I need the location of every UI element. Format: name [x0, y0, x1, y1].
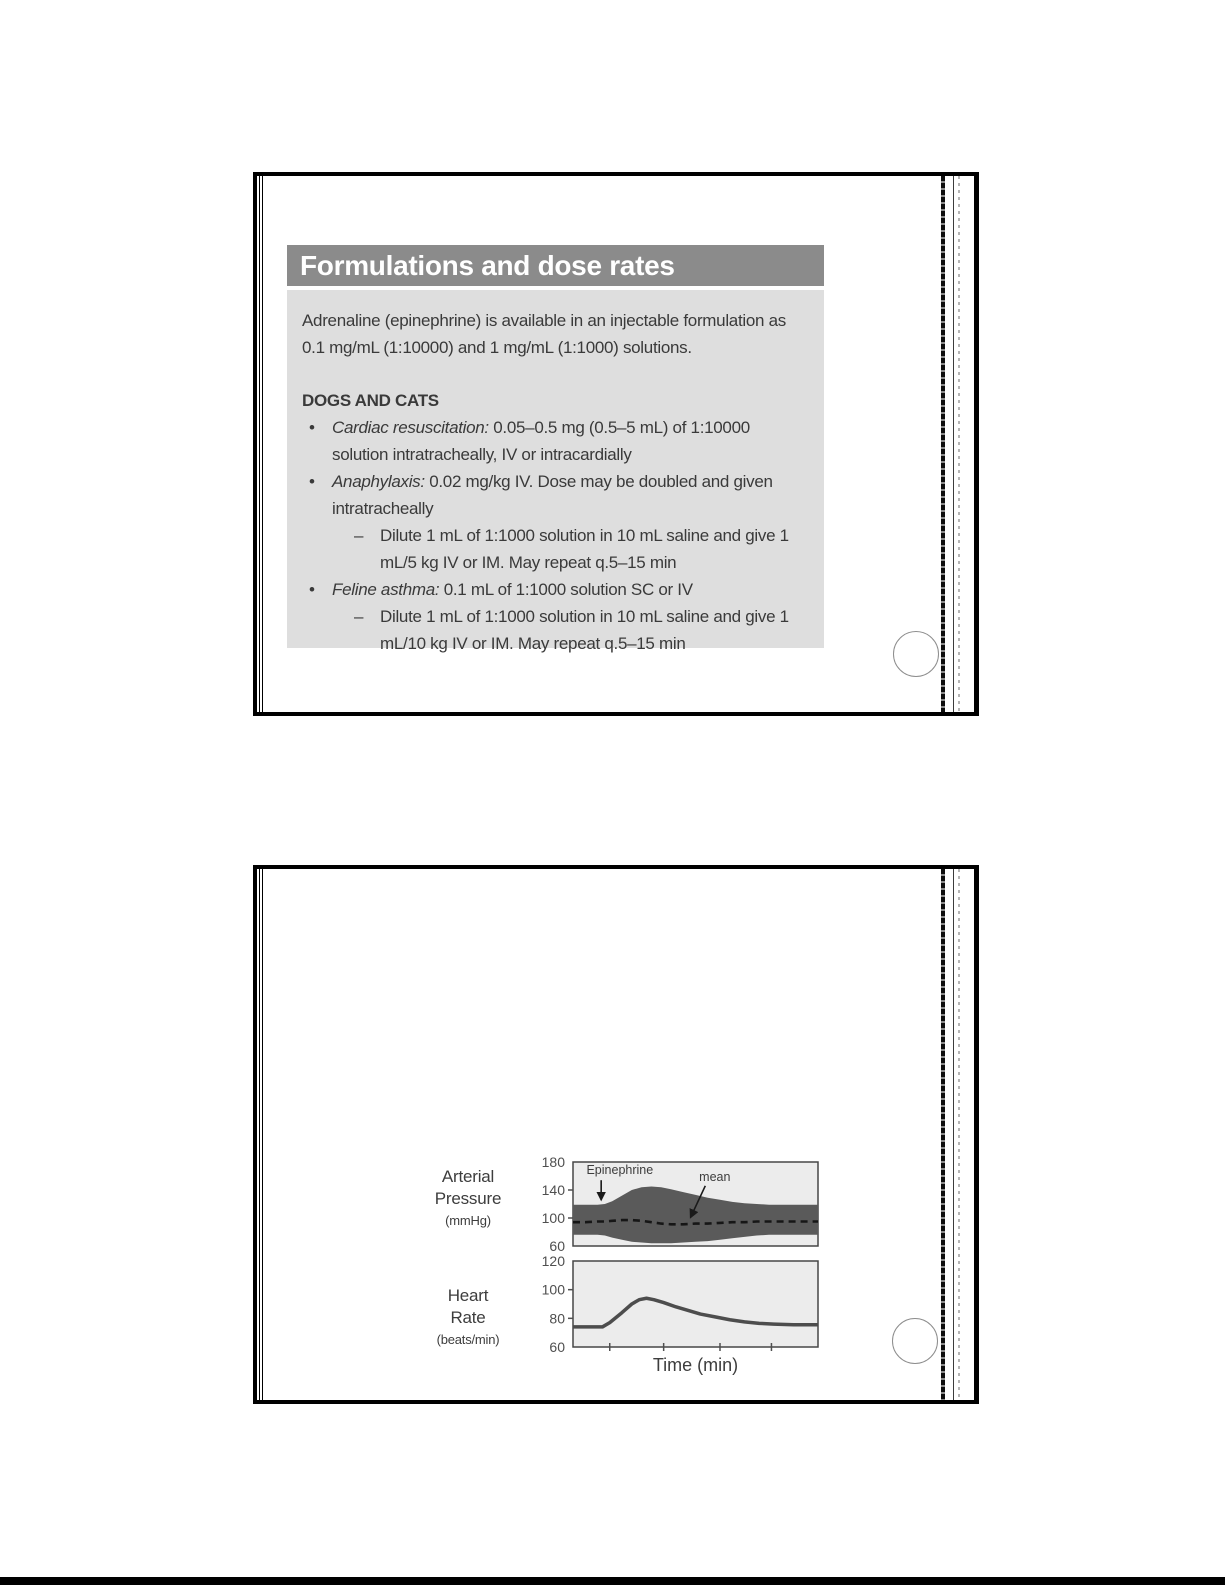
time-axis-label: Time (min): [652, 1355, 739, 1375]
slide2-dotted-rule: [958, 869, 960, 1400]
svg-text:180: 180: [541, 1154, 565, 1170]
axis-label-line: (beats/min): [436, 1332, 500, 1347]
slide-title: Formulations and dose rates: [300, 249, 675, 281]
bullet-body-text: 0.05–0.5 mg (0.5–5 mL) of 1:10000 solution intratracheally, IV or intracardially: [332, 418, 750, 464]
dose-rates-box: [287, 290, 824, 653]
bullet-item: [302, 468, 809, 522]
bullet-text: [332, 576, 693, 603]
axis-label-line: Heart: [447, 1286, 489, 1305]
bullet-body-text: 0.02 mg/kg IV. Dose may be doubled and given intratracheally: [332, 472, 773, 518]
axis-label-line: Rate: [450, 1308, 486, 1327]
intro-paragraph: Adrenaline (epinephrine) is available in an injectable formulation as 0.1 mg/mL (1:10000) and 1 mg/mL (1:1000) solutions.: [302, 311, 786, 357]
slide-1-formulations: [253, 172, 979, 716]
heart-rate-axis-label: [413, 1285, 523, 1351]
axis-label-line: Arterial: [441, 1167, 495, 1186]
bullet-lead-italic: Feline asthma:: [332, 580, 440, 599]
bullet-marker: •: [309, 418, 315, 437]
arterial-pressure-chart: [521, 1154, 821, 1254]
slide1-right-frame: [974, 176, 979, 712]
bullet-item: [302, 576, 809, 603]
svg-text:Epinephrine: Epinephrine: [586, 1162, 654, 1177]
slide-title-banner: [287, 245, 824, 286]
sub-item: [302, 522, 809, 576]
section-heading: DOGS AND CATS: [302, 391, 439, 410]
bullet-lead-italic: Anaphylaxis:: [332, 472, 425, 491]
arterial-pressure-axis-label: [413, 1166, 523, 1232]
svg-text:mean: mean: [699, 1169, 731, 1184]
binder-hole-circle: [892, 1318, 938, 1364]
binder-hole-circle: [893, 631, 939, 677]
svg-text:80: 80: [549, 1310, 565, 1327]
bullet-body-text: 0.1 mL of 1:1000 solution SC or IV: [439, 580, 693, 599]
sub-item-text: Dilute 1 mL of 1:1000 solution in 10 mL saline and give 1 mL/10 kg IV or IM. May repeat q.5–15 min: [380, 607, 789, 653]
slide1-dotted-rule: [958, 176, 960, 712]
svg-text:100: 100: [541, 1210, 565, 1226]
slide2-left-frame-lines: [253, 869, 264, 1400]
bullet-item: [302, 414, 809, 468]
sub-item: [302, 603, 809, 657]
slide-2-chart: [253, 865, 979, 1404]
slide2-inner-rule: [953, 869, 954, 1400]
svg-text:100: 100: [541, 1281, 565, 1298]
slide2-binding-texture: [941, 869, 945, 1400]
bullet-lead-italic: Cardiac resuscitation:: [332, 418, 489, 437]
bullet-marker: •: [309, 580, 315, 599]
svg-text:60: 60: [549, 1238, 565, 1254]
slide1-left-frame-lines: [253, 176, 264, 712]
svg-text:140: 140: [541, 1182, 565, 1198]
svg-text:120: 120: [541, 1253, 565, 1269]
dash-marker: –: [354, 526, 364, 545]
bullet-text: [332, 414, 784, 468]
axis-label-line: (mmHg): [445, 1213, 491, 1228]
bullet-list: [302, 414, 809, 657]
bullet-marker: •: [309, 472, 315, 491]
dash-marker: –: [354, 607, 364, 626]
bullet-text: [332, 468, 784, 522]
heart-rate-chart: [521, 1253, 821, 1361]
svg-text:60: 60: [549, 1339, 565, 1355]
slide1-inner-rule: [953, 176, 954, 712]
slide2-right-frame: [974, 869, 979, 1400]
slide1-binding-texture: [941, 176, 945, 712]
page-bottom-rule: [0, 1577, 1225, 1585]
axis-label-line: Pressure: [434, 1189, 502, 1208]
sub-item-text: Dilute 1 mL of 1:1000 solution in 10 mL saline and give 1 mL/5 kg IV or IM. May repeat q.5–15 min: [380, 526, 789, 572]
